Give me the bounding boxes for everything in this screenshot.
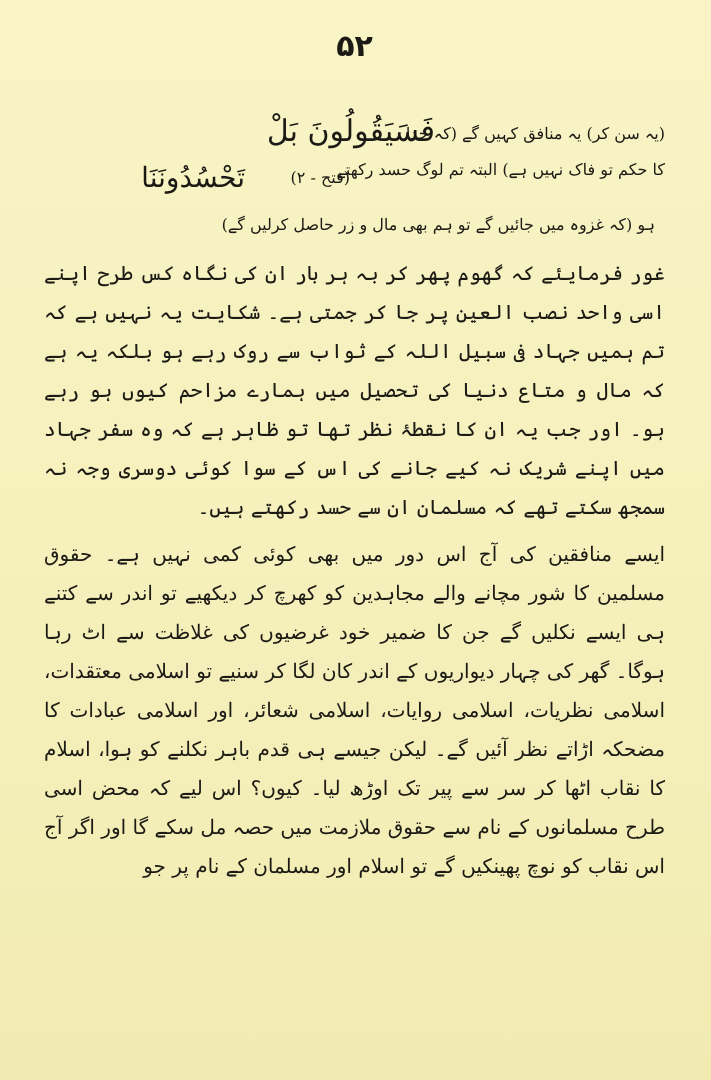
body-text	[44, 254, 665, 886]
verse-reference: (فتح - ۲)	[290, 168, 350, 187]
verse-arabic-line-1: فَسَيَقُولُونَ بَلْ	[266, 114, 435, 149]
page-number: ۵۲	[336, 29, 373, 64]
quran-verse-block	[44, 114, 665, 254]
paragraph-1: غور فرمایئے کہ گھوم پھر کر بہ ہر بار ان کی نگاہ کس طرح اپنے اسی واحد نصب العین پر جا کر جمتی ہے۔ شکایت یہ نہیں ہے کہ تم ہمیں جہاد فی سبیل اللہ کے ثواب سے روک رہے ہو بلکہ یہ ہے کہ مال و متاع دنیا کی تحصیل میں ہمارے مزاحم کیوں ہو رہے ہو۔ اور جب یہ ان کا نقطۂ نظر تھا تو ظاہر ہے کہ وہ سفر جہاد میں اپنے شریک نہ کیے جانے کی اس کے سوا کوئی دوسری وجہ نہ سمجھ سکتے تھے کہ مسلمان ان سے حسد رکھتے ہیں۔	[44, 261, 665, 519]
paragraph-2: ایسے منافقین کی آج اس دور میں بھی کوئی کمی نہیں ہے۔ حقوق مسلمین کا شور مچانے والے مجاہدین کو کھرچ کر دیکھیے تو اندر سے کتنے ہی ایسے نکلیں گے جن کا ضمیر خود غرضیوں کی غلاظت سے اٹ رہا ہوگا۔ گھر کی چہار دیواریوں کے اندر کان لگا کر سنیے تو اسلامی معتقدات، اسلامی نظریات، اسلامی روایات، اسلامی شعائر، اور اسلامی عبادات کا مضحکہ اڑاتے نظر آئیں گے۔ لیکن جیسے ہی قدم باہر نکلنے کو ہوا، اسلام کا نقاب اٹھا کر سر سے پیر تک اوڑھ لیا۔ کیوں؟ اس لیے کہ محض اسی طرح مسلمانوں کے نام سے حقوق ملازمت میں حصہ مل سکے گا اور اگر آج اس نقاب کو نوچ پھینکیں گے تو اسلام اور مسلمان کے نام پر جو	[44, 542, 666, 878]
verse-translation-3: ہو (کہ غزوہ میں جائیں گے تو ہم بھی مال و زر حاصل کرلیں گے)	[221, 215, 655, 234]
verse-translation-2: کا حکم تو فاک نہیں ہے) البتہ تم لوگ حسد رکھتے	[336, 160, 665, 179]
verse-translation-1: (یہ سن کر) یہ منافق کہیں گے (کہ خدا	[405, 124, 665, 143]
verse-arabic-line-2: تَحْسُدُونَنَا	[141, 161, 245, 194]
